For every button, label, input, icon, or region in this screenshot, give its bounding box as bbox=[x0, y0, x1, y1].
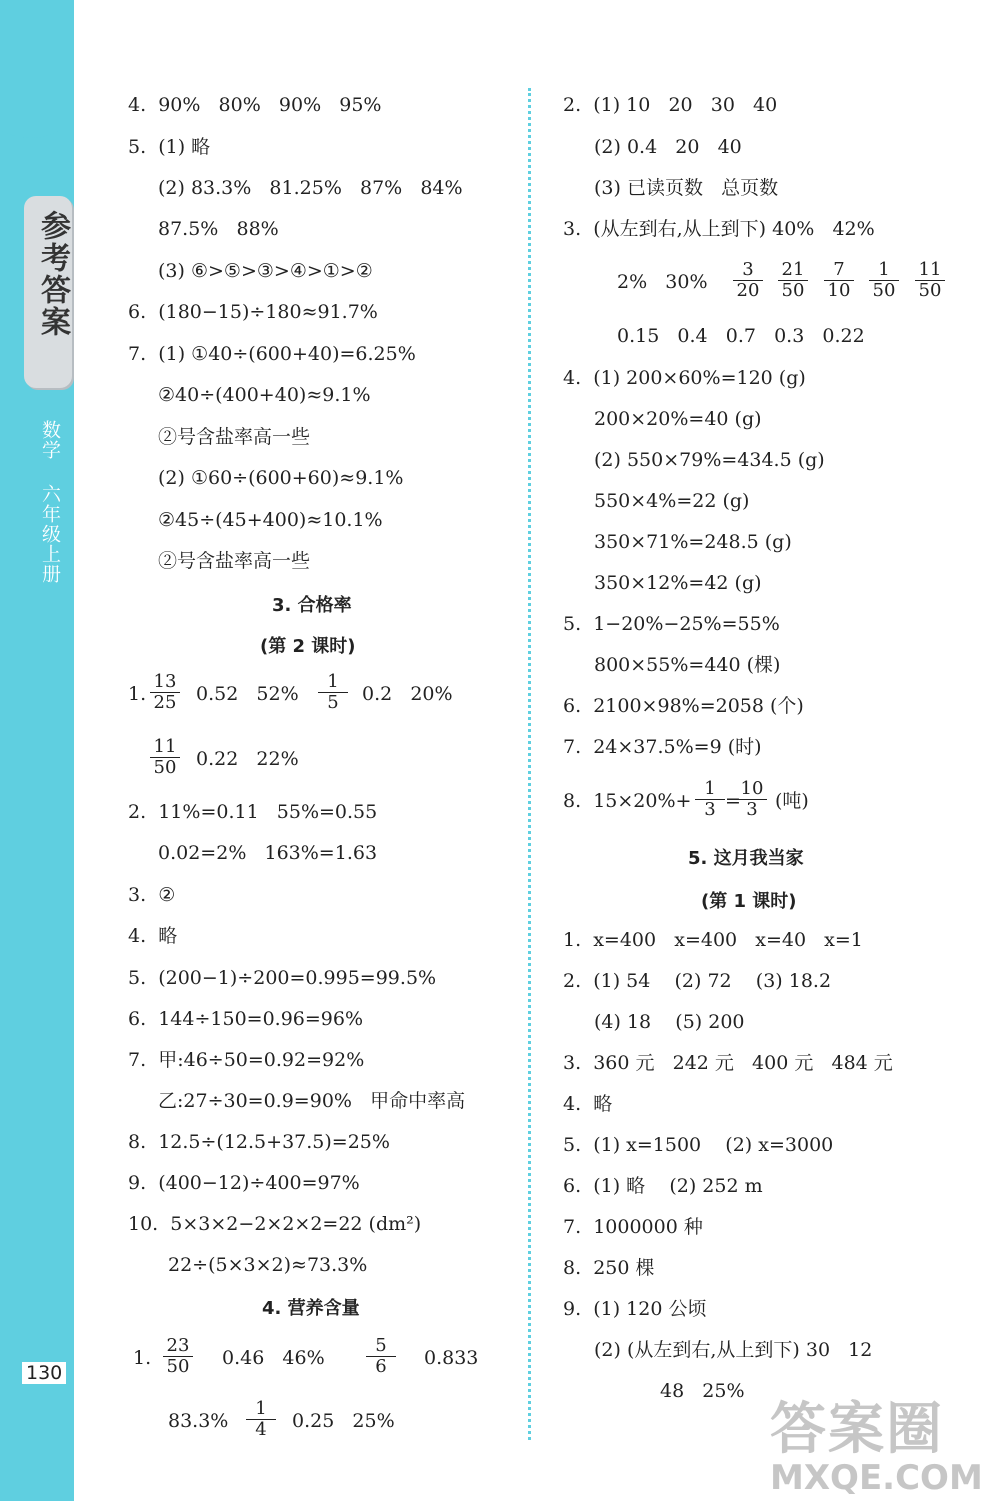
lesson-heading: (第 1 课时) bbox=[701, 891, 797, 912]
answer-line: 6. 144÷150=0.96=96% bbox=[128, 1008, 364, 1030]
answer-line: 5. (1) 略 bbox=[128, 136, 211, 158]
answer-line: 5. (200−1)÷200=0.995=99.5% bbox=[128, 967, 437, 989]
answer-line: 0.833 bbox=[424, 1347, 479, 1369]
watermark-title: 答案圈 bbox=[770, 1397, 944, 1462]
answer-line: (吨) bbox=[775, 790, 809, 812]
answer-line: 0.25 25% bbox=[292, 1410, 395, 1432]
answer-line: 6. 2100×98%=2058 (个) bbox=[563, 695, 804, 717]
answer-line: 2. 11%=0.11 55%=0.55 bbox=[128, 801, 378, 823]
answer-line: ②号含盐率高一些 bbox=[158, 426, 311, 448]
lesson-heading: (第 2 课时) bbox=[260, 636, 356, 657]
answer-line: ②40÷(400+40)≈9.1% bbox=[158, 384, 371, 406]
answer-line: 350×12%=42 (g) bbox=[594, 572, 762, 594]
answer-line: 6. (180−15)÷180≈91.7% bbox=[128, 301, 378, 323]
fraction: $\frac{21}{50}$ bbox=[778, 260, 808, 301]
answer-line: 1. bbox=[133, 1347, 152, 1369]
answer-line: 0.02=2% 163%=1.63 bbox=[158, 842, 378, 864]
answer-line: 4. 90% 80% 90% 95% bbox=[128, 94, 382, 116]
answer-line: 9. (1) 120 公顷 bbox=[563, 1298, 707, 1320]
answer-line: 7. 24×37.5%=9 (时) bbox=[563, 736, 762, 758]
fraction: $\frac{7}{10}$ bbox=[824, 260, 854, 301]
answer-line: 0.2 20% bbox=[362, 683, 453, 705]
answer-line: 乙:27÷30=0.9=90% 甲命中率高 bbox=[158, 1090, 466, 1112]
section-heading: 5. 这月我当家 bbox=[688, 848, 804, 869]
answer-tab-label: 参考答案 bbox=[35, 210, 70, 338]
answer-line: 3. 360 元 242 元 400 元 484 元 bbox=[563, 1052, 893, 1074]
answer-line: ②45÷(45+400)≈10.1% bbox=[158, 509, 383, 531]
fraction: $\frac{1}{4}$ bbox=[246, 1399, 276, 1440]
answer-line: 2. (1) 10 20 30 40 bbox=[563, 94, 778, 116]
answer-line: 3. ② bbox=[128, 884, 176, 906]
answer-line: (4) 18 (5) 200 bbox=[594, 1011, 745, 1033]
fraction: $\frac{13}{25}$ bbox=[150, 672, 180, 713]
answer-line: 22÷(5×3×2)≈73.3% bbox=[168, 1254, 368, 1276]
answer-line: (2) 0.4 20 40 bbox=[594, 136, 742, 158]
answer-line: 8. 15×20%+ bbox=[563, 790, 692, 812]
fraction: $\frac{11}{50}$ bbox=[150, 737, 180, 778]
answer-line: 0.52 52% bbox=[196, 683, 299, 705]
fraction: $\frac{10}{3}$ bbox=[737, 779, 767, 820]
fraction: $\frac{5}{6}$ bbox=[366, 1336, 396, 1377]
answer-line: 350×71%=248.5 (g) bbox=[594, 531, 792, 553]
answer-line: 10. 5×3×2−2×2×2=22 (dm²) bbox=[128, 1213, 422, 1235]
watermark bbox=[770, 1397, 983, 1498]
answer-line: (3) ⑥>⑤>③>④>①>② bbox=[158, 260, 373, 282]
answer-line: 87.5% 88% bbox=[158, 218, 279, 240]
answer-line: 2% 30% bbox=[617, 271, 708, 293]
answer-line: 83.3% bbox=[168, 1410, 229, 1432]
answer-line: 4. 略 bbox=[563, 1093, 613, 1115]
band-wave-decoration bbox=[0, 0, 120, 140]
answer-line: 6. (1) 略 (2) 252 m bbox=[563, 1175, 763, 1197]
answer-line: 8. 12.5÷(12.5+37.5)=25% bbox=[128, 1131, 390, 1153]
answer-line: 9. (400−12)÷400=97% bbox=[128, 1172, 360, 1194]
subject-label: 数学 bbox=[39, 420, 61, 460]
answer-line: 200×20%=40 (g) bbox=[594, 408, 762, 430]
answer-line: 550×4%=22 (g) bbox=[594, 490, 750, 512]
watermark-url: MXQE.COM bbox=[770, 1458, 983, 1498]
answer-line: (2) ①60÷(600+60)≈9.1% bbox=[158, 467, 404, 489]
answer-line: ②号含盐率高一些 bbox=[158, 550, 311, 572]
answer-line: 4. (1) 200×60%=120 (g) bbox=[563, 367, 806, 389]
section-heading: 3. 合格率 bbox=[272, 595, 352, 616]
page-number: 130 bbox=[22, 1362, 66, 1384]
answer-line: 800×55%=440 (棵) bbox=[594, 654, 781, 676]
answer-line: 0.46 46% bbox=[222, 1347, 325, 1369]
answer-line: 1. x=400 x=400 x=40 x=1 bbox=[563, 929, 863, 951]
fraction: $\frac{1}{3}$ bbox=[695, 779, 725, 820]
answer-line: 5. (1) x=1500 (2) x=3000 bbox=[563, 1134, 834, 1156]
answer-line: = bbox=[725, 790, 741, 812]
answer-line: 8. 250 棵 bbox=[563, 1257, 655, 1279]
answer-line: 1. bbox=[128, 683, 147, 705]
grade-label: 六年级上册 bbox=[39, 484, 61, 584]
answer-line: (2) 83.3% 81.25% 87% 84% bbox=[158, 177, 463, 199]
fraction: $\frac{23}{50}$ bbox=[163, 1336, 193, 1377]
answer-line: 7. 甲:46÷50=0.92=92% bbox=[128, 1049, 365, 1071]
fraction: $\frac{1}{50}$ bbox=[869, 260, 899, 301]
answer-line: 7. (1) ①40÷(600+40)=6.25% bbox=[128, 343, 416, 365]
answer-line: (2) (从左到右,从上到下) 30 12 bbox=[594, 1339, 873, 1361]
section-heading: 4. 营养含量 bbox=[262, 1298, 360, 1319]
answer-line: 3. (从左到右,从上到下) 40% 42% bbox=[563, 218, 875, 240]
answer-line: 4. 略 bbox=[128, 925, 178, 947]
answer-line: 0.15 0.4 0.7 0.3 0.22 bbox=[617, 325, 865, 347]
fraction: $\frac{11}{50}$ bbox=[915, 260, 945, 301]
answer-line: 7. 1000000 种 bbox=[563, 1216, 703, 1238]
answer-line: 5. 1−20%−25%=55% bbox=[563, 613, 780, 635]
fraction: $\frac{3}{20}$ bbox=[733, 260, 763, 301]
fraction: $\frac{1}{5}$ bbox=[318, 672, 348, 713]
answer-line: (2) 550×79%=434.5 (g) bbox=[594, 449, 825, 471]
answer-line: 48 25% bbox=[660, 1380, 745, 1402]
answer-line: 0.22 22% bbox=[196, 748, 299, 770]
answer-line: 2. (1) 54 (2) 72 (3) 18.2 bbox=[563, 970, 832, 992]
answer-line: (3) 已读页数 总页数 bbox=[594, 177, 779, 199]
column-divider bbox=[528, 88, 531, 1440]
